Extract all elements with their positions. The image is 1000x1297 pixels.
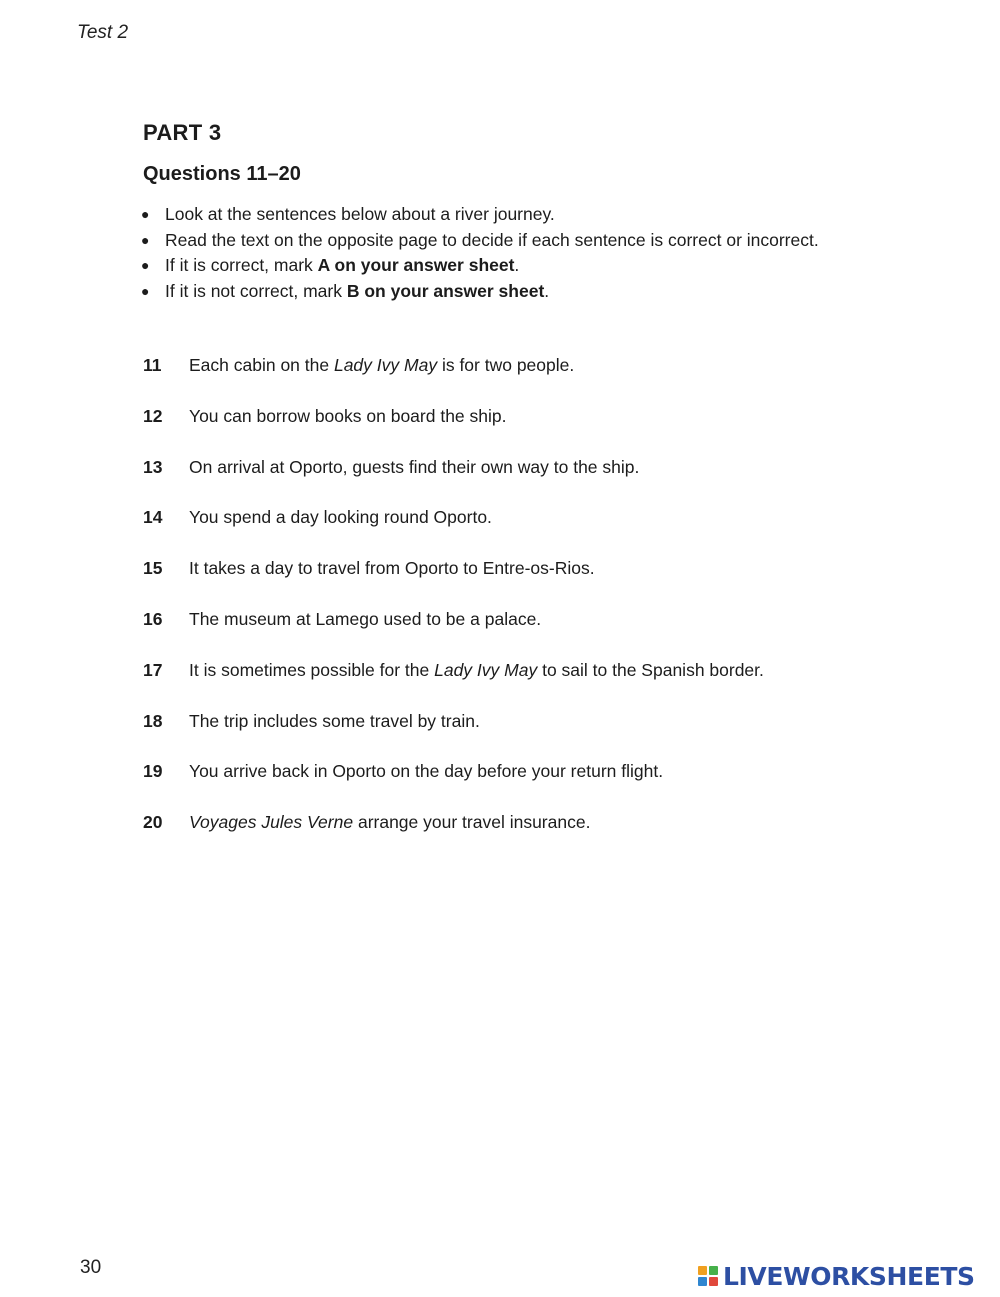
question-item-12 [143, 403, 764, 454]
logo-square [697, 1265, 708, 1276]
question-number: 12 [143, 405, 163, 426]
question-text: Each cabin on the Lady Ivy May is for two people. [189, 355, 575, 375]
question-text: The trip includes some travel by train. [189, 710, 480, 731]
ship-name: Lady Ivy May [434, 659, 538, 680]
question-item-17 [143, 657, 764, 708]
instruction-item [140, 253, 819, 279]
instruction-text-end: . [514, 255, 520, 275]
instruction-item [140, 228, 819, 254]
question-text: You can borrow books on board the ship. [189, 405, 507, 426]
question-number: 13 [143, 456, 163, 477]
running-head: Test 2 [77, 22, 129, 43]
question-item-20 [143, 809, 764, 860]
question-item-19 [143, 758, 764, 809]
question-item-18 [143, 708, 764, 759]
question-text: The museum at Lamego used to be a palace. [189, 608, 542, 629]
question-text: On arrival at Oporto, guests find their own way to the ship. [189, 456, 640, 477]
logo-square [708, 1265, 719, 1276]
question-item-16 [143, 606, 764, 657]
part-title: PART 3 [143, 120, 222, 145]
questions-heading: Questions 11–20 [143, 163, 301, 185]
instructions-list [140, 202, 819, 304]
question-text: It is sometimes possible for the Lady Ivy May to sail to the Spanish border. [189, 659, 764, 680]
liveworksheets-brand[interactable] [697, 1260, 975, 1292]
bullet-icon: ● [141, 282, 150, 299]
instruction-text: Look at the sentences below about a river journey. [165, 204, 555, 224]
company-name: Voyages Jules Verne [189, 812, 354, 833]
question-list [143, 352, 764, 860]
bullet-icon: ● [141, 206, 150, 222]
question-number: 17 [143, 659, 163, 680]
logo-square [708, 1276, 719, 1287]
question-item-14 [143, 504, 764, 555]
question-number: 14 [143, 507, 163, 528]
question-item-13 [143, 454, 764, 505]
question-text: You arrive back in Oporto on the day before your return flight. [189, 761, 664, 782]
bullet-icon: ● [141, 231, 150, 248]
question-number: 19 [143, 761, 163, 782]
instruction-item [140, 279, 819, 305]
instruction-bold: B on your answer sheet [346, 280, 545, 301]
instruction-text: Read the text on the opposite page to decide if each sentence is correct or incorrect. [165, 229, 819, 250]
liveworksheets-logo-icon [697, 1265, 719, 1287]
question-text: Voyages Jules Verne arrange your travel insurance. [189, 812, 591, 833]
question-number: 15 [143, 558, 163, 579]
question-item-15 [143, 555, 764, 606]
question-text: It takes a day to travel from Oporto to Entre-os-Rios. [189, 558, 595, 579]
question-number: 11 [143, 355, 162, 375]
instruction-item [140, 202, 819, 228]
instruction-text: If it is correct, mark [165, 255, 318, 275]
question-text: You spend a day looking round Oporto. [189, 507, 492, 528]
instruction-text-end: . [544, 280, 550, 301]
question-number: 16 [143, 608, 163, 629]
question-number: 20 [143, 812, 163, 833]
question-number: 18 [143, 710, 163, 731]
ship-name: Lady Ivy May [333, 355, 438, 375]
instruction-text: If it is not correct, mark [165, 280, 347, 301]
instruction-bold: A on your answer sheet [317, 255, 515, 275]
bullet-icon: ● [141, 257, 150, 273]
page-number: 30 [80, 1257, 102, 1278]
logo-square [697, 1276, 708, 1287]
question-item-11 [143, 352, 764, 403]
brand-wordmark: LIVEWORKSHEETS [723, 1261, 975, 1291]
